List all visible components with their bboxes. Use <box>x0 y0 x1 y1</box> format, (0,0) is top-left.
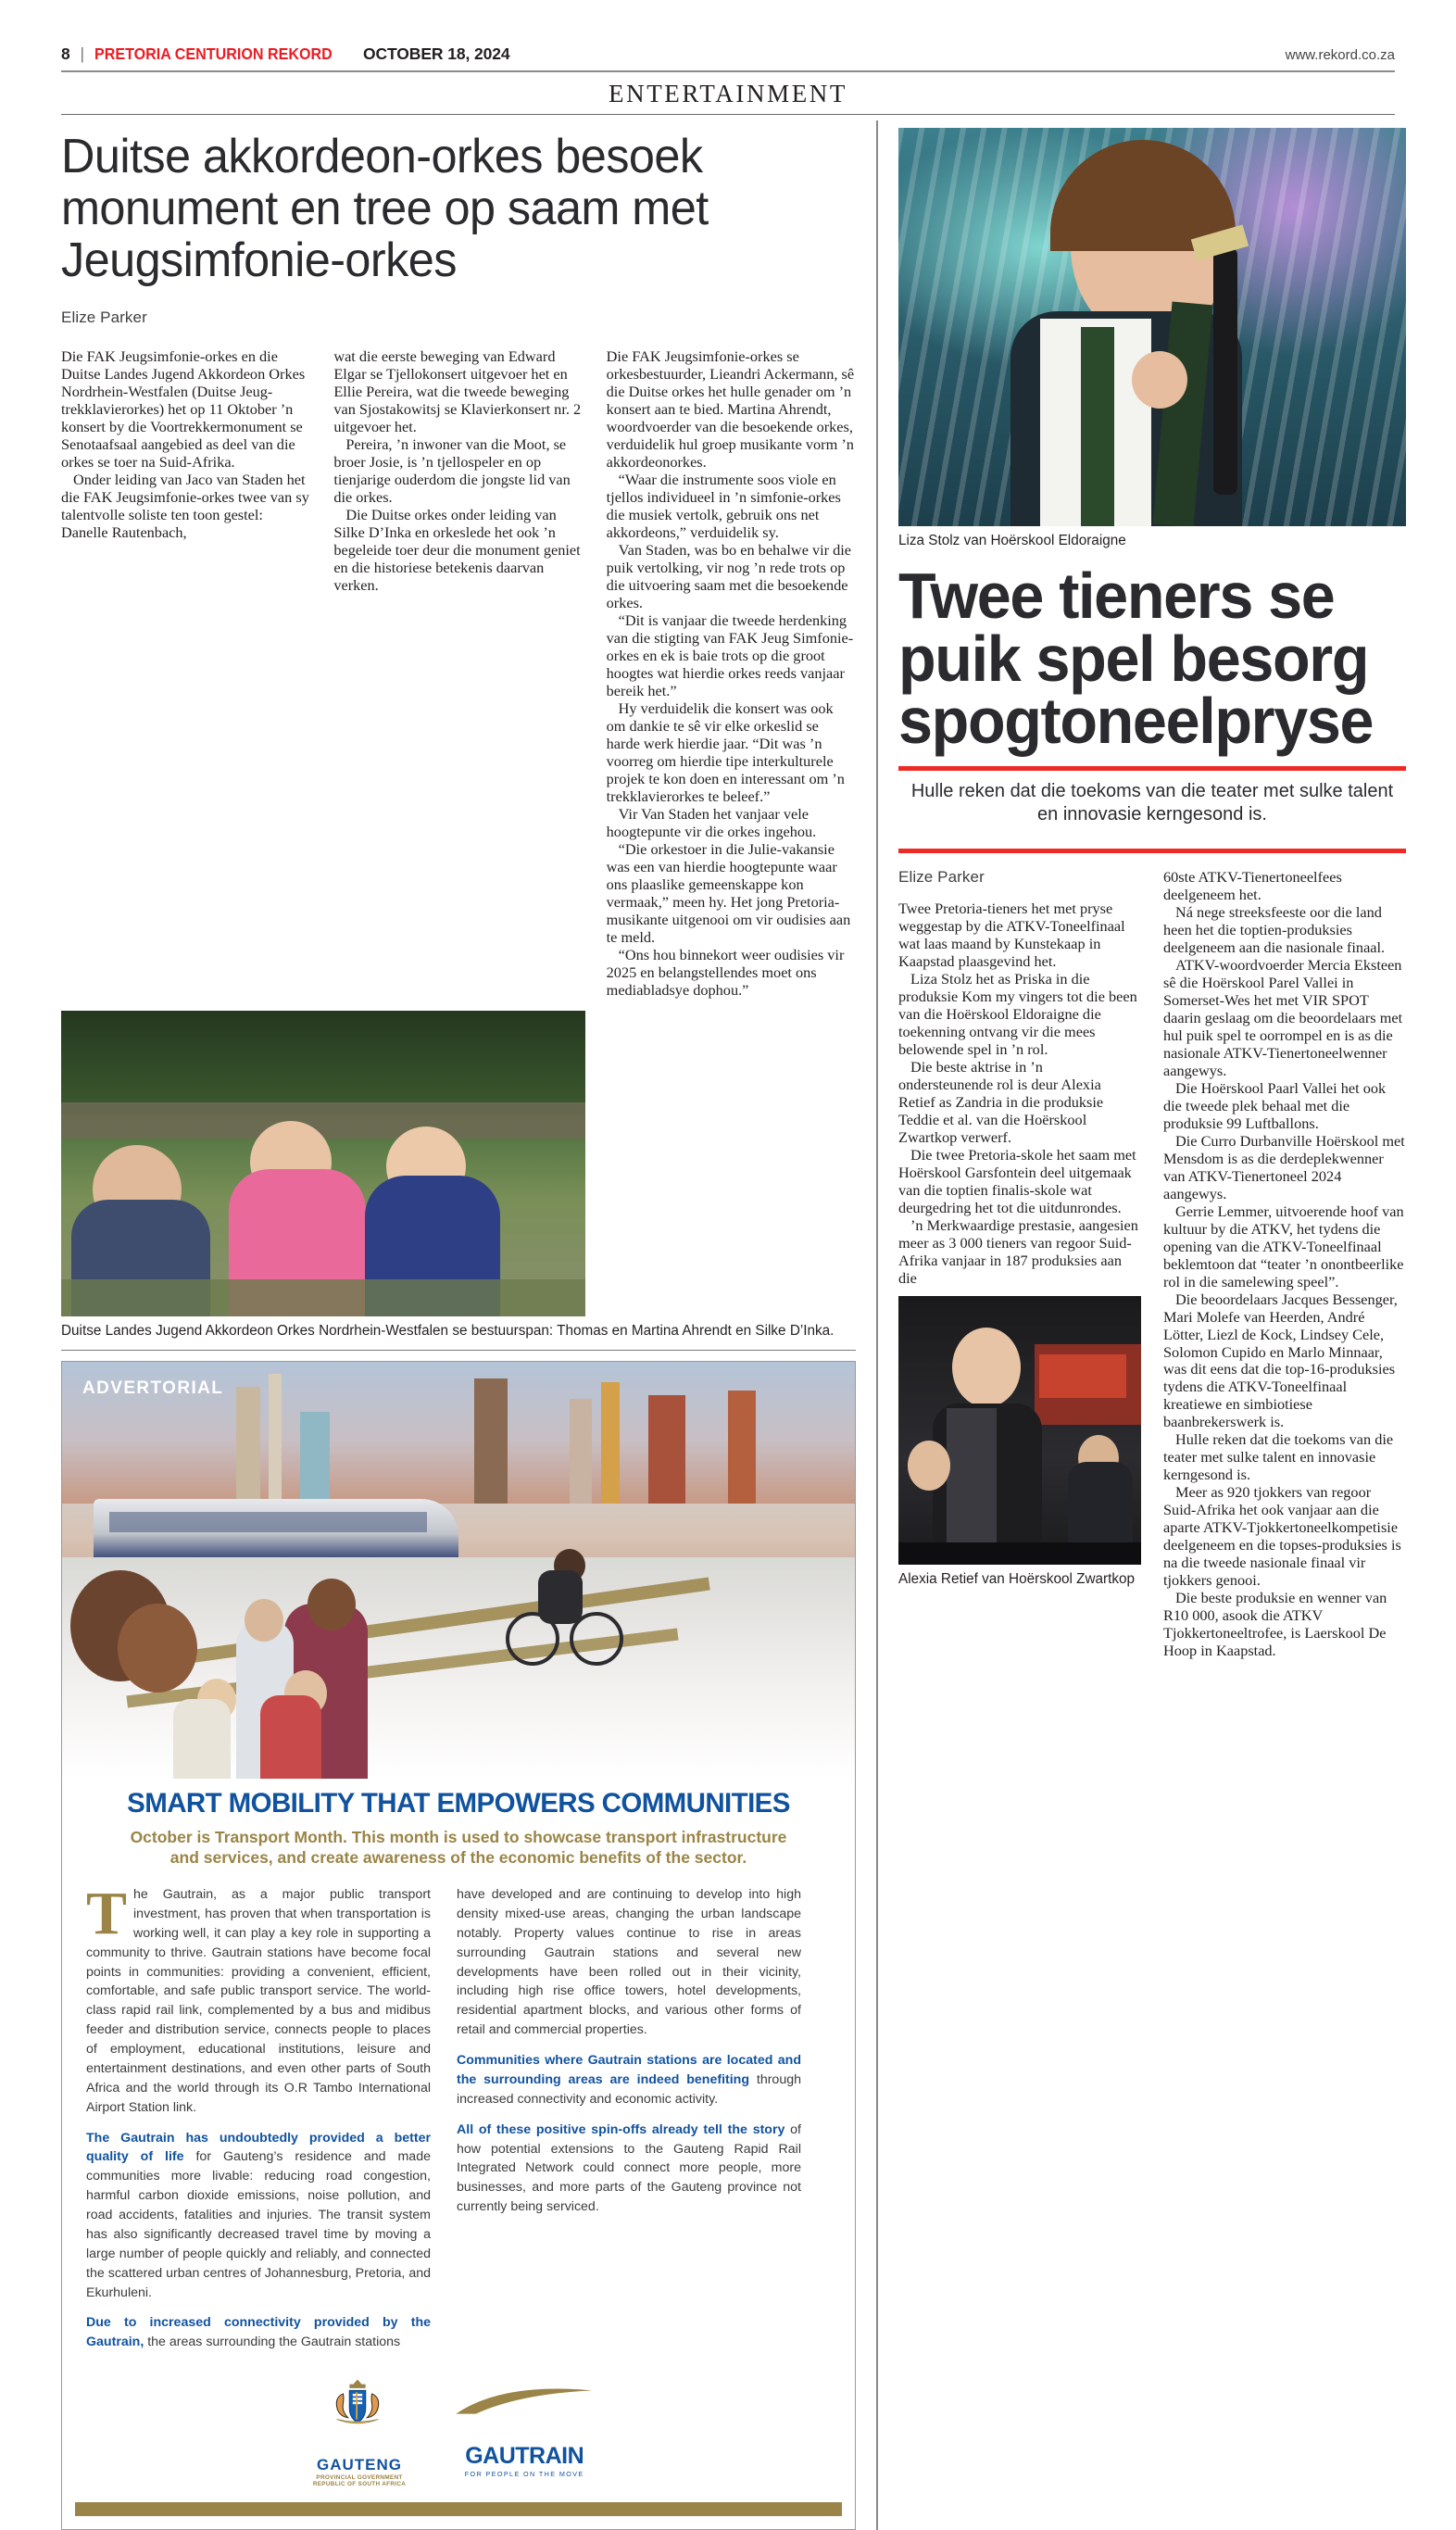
highlight-rest: for Gauteng’s residence and made communities more livable: reducing road congestion, harmful carbon dioxide emissions, noise pollution, and road accidents, fatalities and injuries. The transit system has also significantly decreased travel time by moving a large number of people quickly and reliably, and connected the scattered urban centres of Johannesburg, Pretoria, and Ekurhuleni. <box>86 2149 431 2300</box>
story1-photo-caption: Duitse Landes Jugend Akkordeon Orkes Nordrhein-Westfalen se bestuurspan: Thomas en Martina Ahrendt en Silke D’Inka. <box>61 1322 835 1339</box>
paragraph: Hy verduidelik die konsert was ook om dankie te sê vir elke orkeslid se harde werk hierdie jaar. “Dit was ’n voorreg om hierdie tipe interkulturele projek te kon doen en interessant om ’n trekklavierorkes te beleef.” <box>606 699 845 806</box>
advertorial-logos <box>62 2363 855 2497</box>
paragraph: “Dit is vanjaar die tweede herdenking van die stigting van FAK Jeug Simfonie-orkes en ek is baie trots op die groot hoogtes wat hierdie orkes reeds vanjaar bereik het.” <box>606 611 854 700</box>
paragraph: Die Curro Durbanville Hoërskool met Mensdom is as die derdeplekwenner van ATKV-Tienertoneel 2024 aangewys. <box>1163 1131 1405 1202</box>
story1-columns <box>61 347 856 998</box>
story2-col1-text <box>898 900 1141 1287</box>
gauteng-sub2: REPUBLIC OF SOUTH AFRICA <box>312 2481 407 2488</box>
liza-stolz-portrait-image <box>898 128 1406 526</box>
story1-photo <box>61 1011 585 1316</box>
gautrain-city-scene-image <box>62 1362 855 1779</box>
advertorial-subhead: October is Transport Month. This month is used to showcase transport infrastructure and services, and create awareness of the economic benefits of the sector. <box>130 1827 787 1868</box>
paragraph: Hulle reken dat die toekoms van die teater met sulke talent en innovasie kerngesond is. <box>1163 1430 1394 1484</box>
advertorial-columns <box>62 1882 855 2363</box>
masthead <box>61 44 1395 70</box>
gautrain-wordmark: GAUTRAIN <box>465 2443 584 2470</box>
paragraph <box>86 1880 431 2118</box>
paragraph: Die beste aktrise in ’n ondersteunende rol is deur Alexia Retief as Zandria in die produksie Teddie et al. van die Hoërskool Zwartkop verwerf. <box>898 1057 1104 1146</box>
advertorial-image <box>62 1362 855 1779</box>
story2-top-photo-caption: Liza Stolz van Hoërskool Eldoraigne <box>898 533 1126 548</box>
highlight-lead: The Gautrain has undoubtedly provided a better quality of life <box>86 2130 431 2165</box>
masthead-left <box>61 44 510 64</box>
story1-column-3 <box>607 347 856 998</box>
story2-top-photo <box>898 128 1406 526</box>
advertorial-col2-text <box>457 1885 801 2217</box>
garden-scene-image <box>61 1011 585 1316</box>
story1-headline: Duitse akkordeon-orkes besoek monument en tree op saam met Jeugsimfonie-orkes <box>61 130 709 288</box>
advertorial-col1-text <box>86 1880 431 2352</box>
left-pane <box>61 115 876 2530</box>
paragraph: Liza Stolz het as Priska in die produksie Kom my vingers tot die been van die Hoërskool Eldoraigne die toekenning ontvang vir die mees belowende spel in ’n rol. <box>898 969 1137 1058</box>
paragraph: wat die eerste beweging van Edward Elgar se Tjellokonsert uitgevoer het en Ellie Pereira, wat die tweede beweging van Sjostakowitsj se Klavierkonsert nr. 2 uitgevoer het. <box>333 347 582 436</box>
story2-column-1 <box>898 868 1141 1659</box>
paragraph: Van Staden, was bo en behalwe vir die puik vertolking, vir nog ’n rede trots op die uitvoering saam met die besoekende orkes. <box>606 541 852 612</box>
gautrain-logo-label <box>445 2443 604 2478</box>
paragraph <box>457 2051 801 2109</box>
gauteng-logo-label <box>313 2456 406 2487</box>
paragraph-text: he Gautrain, as a major public transport investment, has proven that when transportation is working well, it can play a key role in supporting a community to thrive. Gautrain stations have become focal points in communities: providing a convenient, efficient, comfortable, and safe public transport service. The world-class rapid rail link, complemented by a bus and midibus feeder and distribution service, connects people to places of employment, educational institutions, leisure and entertainment destinations, and even other parts of South Africa and the world through its O.R Tambo International Airport Station link. <box>86 1887 431 2115</box>
highlight-lead: All of these positive spin-offs already tell the story <box>457 2121 785 2137</box>
paragraph: ATKV-woordvoerder Mercia Eksteen sê die Hoërskool Parel Vallei in Somerset-Wes het met VIR SPOT daarin geslaag om die beoordelaars met hul puik spel te oorrompel en is as die nasionale ATKV-Tienertoneelwenner aangewys. <box>1163 955 1403 1079</box>
website-url[interactable]: www.rekord.co.za <box>1285 47 1395 63</box>
paragraph: Twee Pretoria-tieners het met pryse weggestap by die ATKV-Toneelfinaal wat laas maand by Kunstekaap in Kaapstad plaasgevind het. <box>898 899 1125 970</box>
story2-bottom-photo <box>898 1296 1141 1565</box>
story1-byline: Elize Parker <box>61 308 147 327</box>
paragraph: Meer as 920 tjokkers van regoor Suid-Afrika het ook vanjaar aan die aparte ATKV-Tjokkertoneelkompetisie deelgeneem en die topses-produksies is na die tweede nasionale finaal vir tjokkers genooi. <box>1163 1483 1401 1590</box>
alexia-retief-stage-image <box>898 1296 1141 1565</box>
story1-col3-text <box>607 347 856 998</box>
paragraph: Die FAK Jeugsimfonie-orkes se orkesbestuurder, Lieandri Ackermann, sê die Duitse orkes het hulle genader om ’n konsert aan te bied. Martina Ahrendt, woordvoerder van die besoekende orkes, verduidelik hul groep musikante vorm ’n akkordeonorkes. <box>606 347 855 472</box>
paragraph: Ná nege streeksfeeste oor die land heen het die toptien-produksies deelgeneem aan die nasionale finaal. <box>1163 902 1386 956</box>
paragraph: “Ons hou binnekort weer oudisies vir 2025 en belangstellendes moet ons mediabladsye dophou.” <box>606 945 845 999</box>
highlight-rest: of how potential extensions to the Gauteng Rapid Rail Integrated Network could connect more people, more businesses, and more parts of the Gauteng province not currently being serviced. <box>457 2121 801 2215</box>
highlight-lead: Communities where Gautrain stations are located and the surrounding areas are indeed benefiting <box>457 2053 801 2087</box>
advertorial-column-2 <box>457 1885 801 2363</box>
story1-column-1 <box>61 347 310 998</box>
story1-col1-text <box>61 347 310 541</box>
paragraph: Die twee Pretoria-skole het saam met Hoërskool Garsfontein deel uitgemaak van die toptien finalis-skole wat deurgedring het tot die uitdunrondes. <box>898 1145 1136 1216</box>
story2-rule-bottom <box>898 849 1406 853</box>
paragraph: “Waar die instrumente soos viole en tjellos individueel in ’n simfonie-orkes die musiek vertolk, gebruik ons net akkordeons,” verduidelik sy. <box>606 471 841 542</box>
story1-col2-text <box>333 347 583 594</box>
paragraph: Gerrie Lemmer, uitvoerende hoof van kultuur by die ATKV, het tydens die opening van die ATKV-Toneelfinaal beklemtoon dat “teater ’n onontbeerlike rol in die samelewing speel”. <box>1163 1202 1404 1290</box>
gauteng-wordmark: GAUTENG <box>317 2456 402 2474</box>
paragraph: ’n Merkwaardige prestasie, aangesien meer as 3 000 tieners van regoor Suid-Afrika vanjaar in 187 produksies aan die <box>898 1215 1138 1287</box>
drop-cap: T <box>86 1880 128 1948</box>
story2-bottom-photo-caption: Alexia Retief van Hoërskool Zwartkop <box>898 1570 1136 1587</box>
paragraph <box>457 2121 801 2217</box>
story2-byline: Elize Parker <box>898 867 985 886</box>
highlight-rest: through increased connectivity and economic activity. <box>457 2071 801 2107</box>
gautrain-logo <box>445 2385 604 2478</box>
paragraph: Onder leiding van Jaco van Staden het die FAK Jeugsimfonie-orkes twee van sy talentvolle soliste ten toon gestel: Danelle Rautenbach, <box>61 471 309 542</box>
issue-date: OCTOBER 18, 2024 <box>362 44 510 63</box>
story2-deck: Hulle reken dat die toekoms van die teater met sulke talent en innovasie kerngesond is. <box>910 781 1394 825</box>
story2-col2-text <box>1163 868 1406 1659</box>
paragraph: Die Duitse orkes onder leiding van Silke D’Inka en orkeslede het ook ’n begeleide toer deur die monument geniet en die historiese betekenis daarvan verken. <box>333 506 581 595</box>
gauteng-sub1: PROVINCIAL GOVERNMENT <box>316 2474 403 2482</box>
section-bar <box>61 72 1395 114</box>
story1-column-2 <box>333 347 583 998</box>
paragraph <box>86 2129 431 2303</box>
advertorial-tag: ADVERTORIAL <box>82 1378 224 1398</box>
paragraph: Die beste produksie en wenner van R10 000, asook die ATKV Tjokkertoneeltrofee, is Laerskool De Hoop in Kaapstad. <box>1163 1589 1387 1660</box>
right-pane <box>878 115 1406 2530</box>
gauteng-coat-of-arms-icon <box>313 2376 402 2456</box>
gautrain-swoosh-icon <box>445 2385 604 2443</box>
paragraph: Die beoordelaars Jacques Bessenger, Mari Molefe van Heerden, André Lötter, Liezl de Kock, Lindsey Cele, Solomon Cupido en Marlo Minnaar, was dit eens dat die top-16-produksies tydens die ATKV-Toneelfinaal kreatiewe en simbiotiese baanbrekerswerk is. <box>1163 1290 1398 1431</box>
advertorial-column-1 <box>86 1880 431 2363</box>
highlight-rest: the areas surrounding the Gautrain stations <box>144 2335 401 2350</box>
paragraph <box>86 2313 431 2352</box>
advertorial-headline: SMART MOBILITY THAT EMPOWERS COMMUNITIES <box>127 1787 790 1819</box>
gauteng-logo <box>313 2376 406 2487</box>
publication-title: PRETORIA CENTURION REKORD <box>94 44 333 63</box>
paragraph: Vir Van Staden het vanjaar vele hoogtepunte vir die orkes ingehou. <box>606 805 817 841</box>
paragraph: have developed and are continuing to develop into high density mixed-use areas, changing the urban landscape notably. Property values continue to rise in areas surrounding Gautrain stations and several new developments have been rolled out in their vicinity, including high rise office towers, hotel developments, residential apartment blocks, and various other forms of retail and commercial properties. <box>457 1887 801 2038</box>
paragraph: “Die orkestoer in die Julie-vakansie was een van hierdie hoogtepunte waar ons plaaslike gemeenskappe kon vermaak,” meen hy. Het jong Pretoria-musikante uitgenooi om vir oudisies aan te meld. <box>606 840 851 946</box>
paragraph: 60ste ATKV-Tienertoneelfees deelgeneem het. <box>1163 867 1342 903</box>
page-body <box>61 115 1405 2530</box>
advertorial-block <box>61 1361 856 2530</box>
section-label: ENTERTAINMENT <box>609 80 847 107</box>
story1-bottom-rule <box>61 1350 856 1351</box>
story2-headline: Twee tieners se puik spel besorg spogtoneelpryse <box>898 559 1374 758</box>
paragraph: Pereira, ’n inwoner van die Moot, se broer Josie, is ’n tjellospeler en op tienjarige ouderdom die jongste lid van die orkes. <box>333 435 571 507</box>
highlight-lead: Due to increased connectivity provided by the Gautrain, <box>86 2315 431 2350</box>
advertorial-gold-bar <box>75 2502 842 2516</box>
gautrain-tagline: FOR PEOPLE ON THE MOVE <box>464 2470 584 2479</box>
story2-columns <box>898 868 1406 1659</box>
page-number: 8 <box>61 44 70 63</box>
paragraph: Die Hoërskool Paarl Vallei het ook die tweede plek behaal met die produksie 99 Luftballons. <box>1163 1078 1387 1132</box>
story2-column-2 <box>1163 868 1406 1659</box>
paragraph: Die FAK Jeugsimfonie-orkes en die Duitse Landes Jugend Akkordeon Orkes Nordrhein-Westfalen (Duitse Jeug-trekklavierorkes) het op 11 Oktober ’n konsert by die Voortrekkermonument se Senotaafsaal aangebied as deel van die orkes se toer na Suid-Afrika. <box>61 347 306 472</box>
masthead-separator: | <box>80 44 84 63</box>
